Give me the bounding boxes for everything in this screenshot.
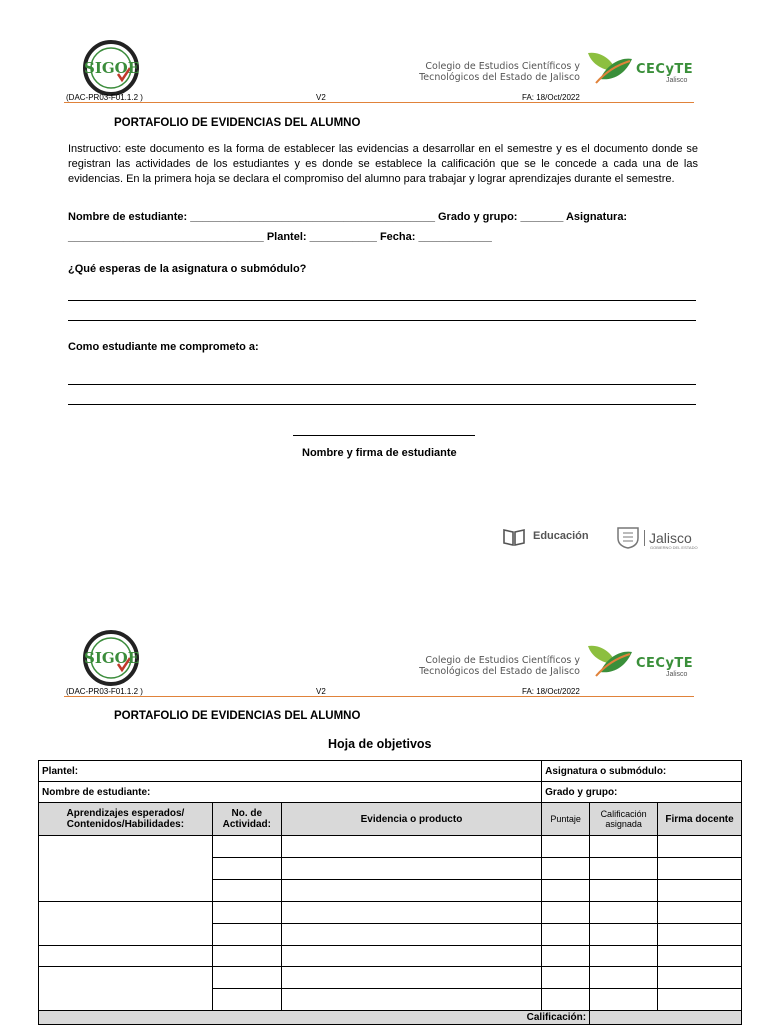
answer-line[interactable] (68, 320, 696, 321)
institution-line-1: Colegio de Estudios Científicos y (425, 61, 580, 72)
signature-label: Nombre y firma de estudiante (302, 447, 457, 459)
cecyte-leaf-icon (586, 642, 634, 683)
total-grade-cell[interactable] (590, 1011, 742, 1025)
cecyte-brand-sub: Jalisco (666, 671, 688, 678)
instructions-text: Instructivo: este documento es la forma de establecer las evidencias a desarrollar en el semestre y es el documento donde se registran las actividades de los estudiantes y es donde se establece la calificación que se le concede a cada una de las evidencias. En la primera hoja se declara el compromiso del alumno para trabajar y lograr aprendizajes durante el semestre. (68, 143, 698, 185)
table-cell[interactable] (212, 946, 281, 967)
table-cell[interactable] (658, 880, 742, 902)
table-cell[interactable] (212, 836, 281, 858)
education-label: Educación (533, 530, 589, 542)
table-cell[interactable] (658, 967, 742, 989)
page-title: PORTAFOLIO DE EVIDENCIAS DEL ALUMNO (114, 710, 361, 722)
header-rule (64, 696, 694, 697)
table-cell[interactable] (281, 902, 541, 924)
doc-version: V2 (316, 687, 326, 696)
table-cell[interactable] (39, 836, 213, 902)
table-cell[interactable] (212, 989, 281, 1011)
table-cell[interactable] (39, 902, 213, 946)
table-cell[interactable] (590, 946, 658, 967)
table-cell[interactable] (658, 836, 742, 858)
doc-code: (DAC-PR03-F01.1.2 ) (66, 687, 143, 696)
table-cell[interactable] (281, 967, 541, 989)
table-cell[interactable] (39, 946, 213, 967)
table-cell[interactable] (39, 967, 213, 1011)
form-line-1: Nombre de estudiante: ________________________________________ Grado y grupo: _______ Asignatura: (68, 211, 628, 223)
table-cell[interactable] (212, 902, 281, 924)
table-cell[interactable] (281, 924, 541, 946)
expectations-question: ¿Qué esperas de la asignatura o submódulo? (68, 263, 307, 275)
table-cell[interactable] (281, 858, 541, 880)
institution-line-2: Tecnológicos del Estado de Jalisco (419, 666, 580, 677)
table-cell[interactable] (590, 902, 658, 924)
cecyte-leaf-icon (586, 49, 634, 90)
cecyte-brand: CECyTE (636, 62, 694, 77)
table-cell[interactable] (590, 924, 658, 946)
table-cell[interactable] (542, 858, 590, 880)
table-cell[interactable] (590, 836, 658, 858)
book-icon (503, 528, 525, 551)
table-cell[interactable] (212, 967, 281, 989)
table-cell[interactable] (281, 946, 541, 967)
table-cell[interactable] (542, 924, 590, 946)
doc-code: (DAC-PR03-F01.1.2 ) (66, 93, 143, 102)
col-header-no-actividad: No. de Actividad: (212, 803, 281, 836)
total-grade-label: Calificación: (39, 1011, 590, 1025)
table-cell[interactable] (542, 880, 590, 902)
jalisco-coat-icon (614, 524, 642, 555)
table-cell[interactable] (658, 989, 742, 1011)
sigoe-logo-text: SIGOE (84, 59, 140, 77)
objectives-subtitle: Hoja de objetivos (328, 737, 432, 751)
table-cell[interactable] (542, 967, 590, 989)
table-cell[interactable] (542, 946, 590, 967)
plantel-cell[interactable]: Plantel: (39, 761, 542, 782)
col-header-calificacion: Calificación asignada (590, 803, 658, 836)
col-header-aprendizajes: Aprendizajes esperados/ Contenidos/Habilidades: (39, 803, 213, 836)
table-cell[interactable] (212, 924, 281, 946)
table-cell[interactable] (658, 858, 742, 880)
institution-name (396, 61, 580, 83)
institution-line-1: Colegio de Estudios Científicos y (425, 655, 580, 666)
doc-version: V2 (316, 93, 326, 102)
table-cell[interactable] (542, 836, 590, 858)
table-cell[interactable] (281, 836, 541, 858)
table-cell[interactable] (658, 946, 742, 967)
table-cell[interactable] (590, 858, 658, 880)
objectives-table (38, 760, 742, 1025)
commitment-line[interactable] (68, 384, 696, 385)
commitment-line[interactable] (68, 404, 696, 405)
col-header-firma: Firma docente (658, 803, 742, 836)
table-cell[interactable] (542, 989, 590, 1011)
sigoe-logo (78, 630, 144, 686)
sigoe-logo (78, 40, 144, 96)
doc-date: FA: 18/Oct/2022 (522, 687, 580, 696)
doc-date: FA: 18/Oct/2022 (522, 93, 580, 102)
table-cell[interactable] (212, 880, 281, 902)
institution-line-2: Tecnológicos del Estado de Jalisco (419, 72, 580, 83)
table-cell[interactable] (658, 902, 742, 924)
asignatura-cell[interactable]: Asignatura o submódulo: (542, 761, 742, 782)
table-cell[interactable] (542, 902, 590, 924)
table-cell[interactable] (281, 989, 541, 1011)
institution-name (396, 655, 580, 677)
cecyte-brand-sub: Jalisco (666, 77, 688, 84)
table-cell[interactable] (281, 880, 541, 902)
student-name-cell[interactable]: Nombre de estudiante: (39, 782, 542, 803)
commitment-label: Como estudiante me comprometo a: (68, 341, 259, 353)
cecyte-brand: CECyTE (636, 656, 694, 671)
header-rule (64, 102, 694, 103)
answer-line[interactable] (68, 300, 696, 301)
page-title: PORTAFOLIO DE EVIDENCIAS DEL ALUMNO (114, 117, 361, 129)
jalisco-label: Jalisco (644, 530, 692, 546)
jalisco-sub-label: GOBIERNO DEL ESTADO (650, 545, 698, 550)
col-header-evidencia: Evidencia o producto (281, 803, 541, 836)
col-header-puntaje: Puntaje (542, 803, 590, 836)
table-cell[interactable] (212, 858, 281, 880)
table-cell[interactable] (590, 967, 658, 989)
signature-line[interactable] (293, 435, 475, 436)
table-cell[interactable] (658, 924, 742, 946)
table-cell[interactable] (590, 880, 658, 902)
table-cell[interactable] (590, 989, 658, 1011)
sigoe-logo-text: SIGOE (84, 649, 140, 667)
grade-group-cell[interactable]: Grado y grupo: (542, 782, 742, 803)
form-line-2: ________________________________ Plantel: ___________ Fecha: ____________ (68, 231, 492, 243)
